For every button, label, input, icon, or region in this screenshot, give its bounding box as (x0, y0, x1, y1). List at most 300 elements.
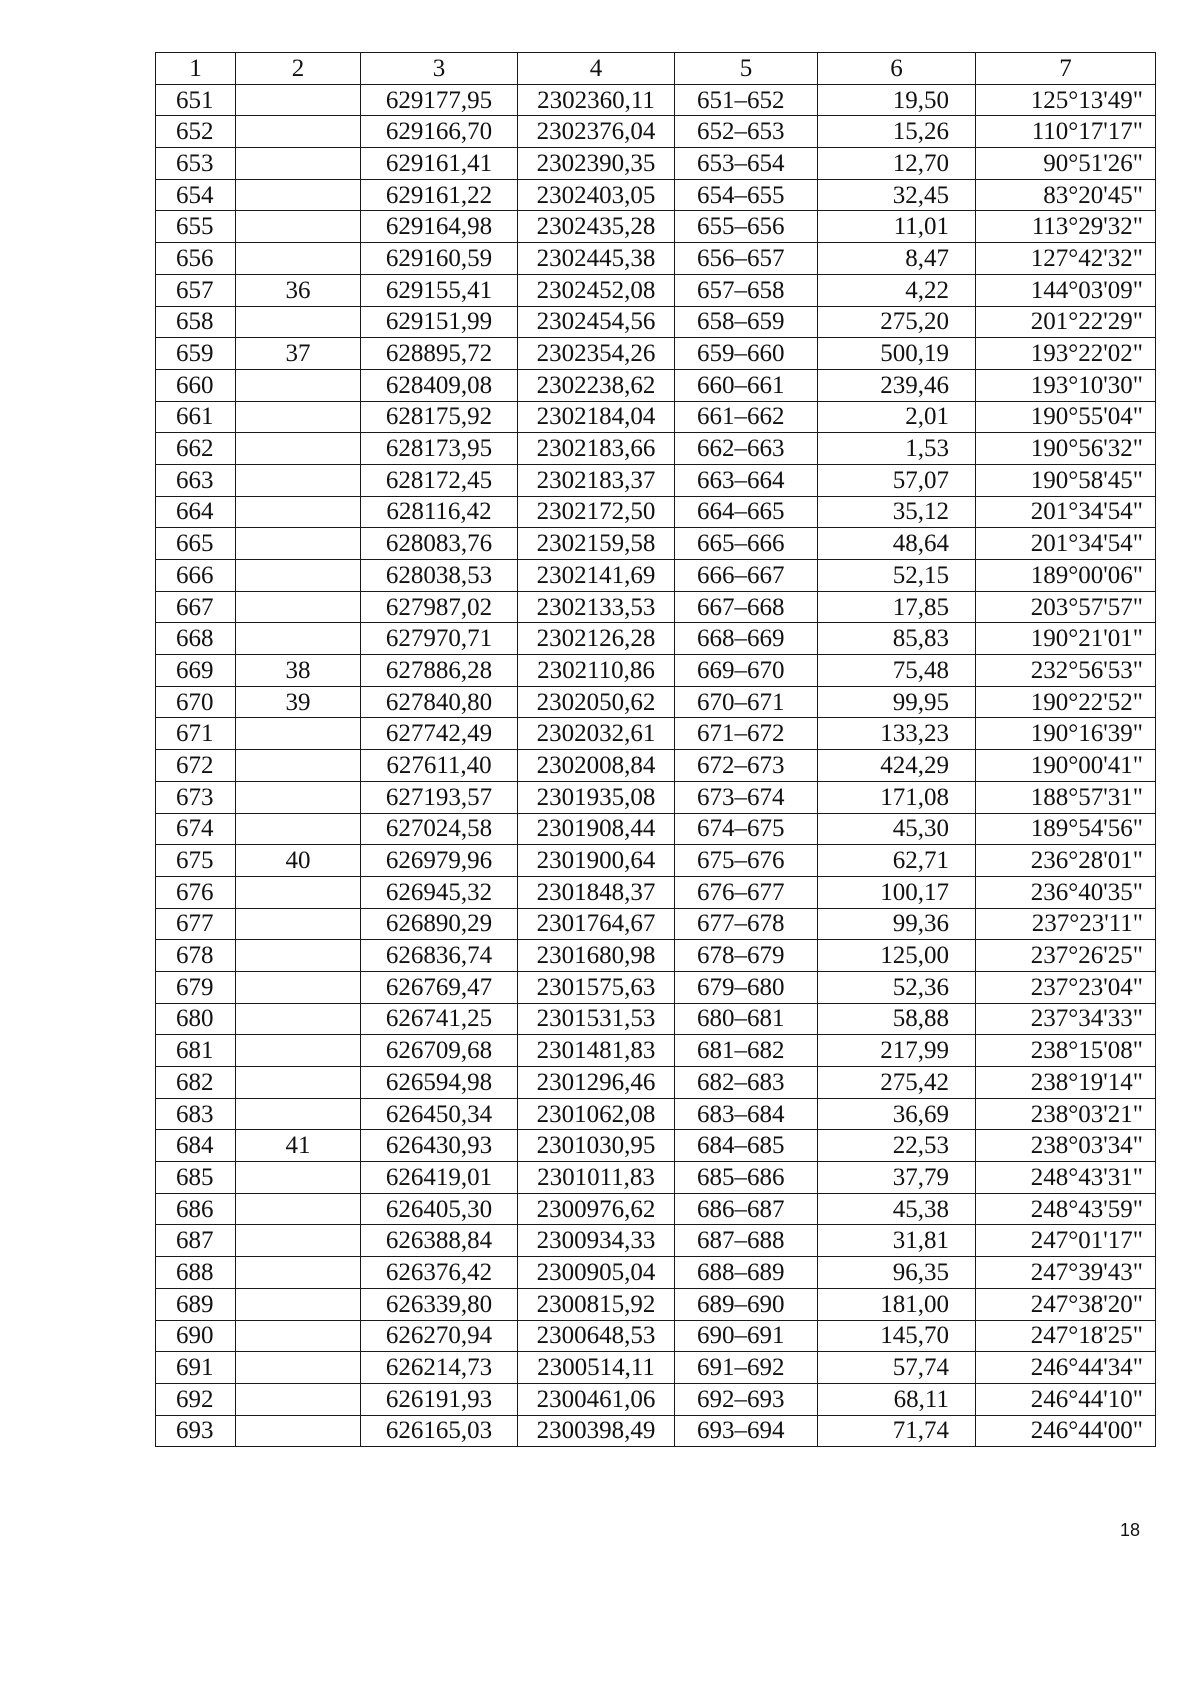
cell-col-7-angle: 188°57'31" (976, 781, 1156, 813)
cell-col-6-length: 181,00 (818, 1288, 976, 1320)
cell-col-4-y: 2301062,08 (518, 1098, 675, 1130)
cell-col-4-y: 2302159,58 (518, 528, 675, 560)
cell-col-1-point: 684 (156, 1130, 236, 1162)
cell-col-1-point: 674 (156, 813, 236, 845)
page-number: 18 (1119, 1520, 1140, 1540)
cell-col-6-length: 1,53 (818, 433, 976, 465)
cell-col-7-angle: 237°23'04" (976, 971, 1156, 1003)
cell-col-6-length: 48,64 (818, 528, 976, 560)
cell-col-7-angle: 190°56'32" (976, 433, 1156, 465)
cell-col-5-segment: 657–658 (675, 274, 818, 306)
cell-col-4-y: 2300976,62 (518, 1193, 675, 1225)
cell-col-2-marker (236, 1098, 361, 1130)
header-col-4-y: 4 (518, 53, 675, 85)
cell-col-7-angle: 238°03'34" (976, 1130, 1156, 1162)
cell-col-7-angle: 189°00'06" (976, 560, 1156, 592)
cell-col-4-y: 2300461,06 (518, 1383, 675, 1415)
table-row (156, 369, 1156, 401)
cell-col-2-marker: 36 (236, 274, 361, 306)
cell-col-6-length: 37,79 (818, 1162, 976, 1194)
cell-col-4-y: 2302452,08 (518, 274, 675, 306)
table-row (156, 1352, 1156, 1384)
table-row (156, 750, 1156, 782)
header-col-7-angle: 7 (976, 53, 1156, 85)
table-row (156, 274, 1156, 306)
cell-col-4-y: 2302454,56 (518, 306, 675, 338)
cell-col-7-angle: 90°51'26" (976, 148, 1156, 180)
cell-col-5-segment: 674–675 (675, 813, 818, 845)
cell-col-6-length: 32,45 (818, 179, 976, 211)
cell-col-7-angle: 238°03'21" (976, 1098, 1156, 1130)
cell-col-5-segment: 676–677 (675, 876, 818, 908)
cell-col-3-x: 628083,76 (361, 528, 518, 560)
cell-col-4-y: 2301764,67 (518, 908, 675, 940)
cell-col-1-point: 664 (156, 496, 236, 528)
cell-col-5-segment: 655–656 (675, 211, 818, 243)
cell-col-6-length: 133,23 (818, 718, 976, 750)
cell-col-7-angle: 83°20'45" (976, 179, 1156, 211)
cell-col-7-angle: 125°13'49" (976, 84, 1156, 116)
cell-col-6-length: 68,11 (818, 1383, 976, 1415)
cell-col-2-marker (236, 84, 361, 116)
cell-col-3-x: 626388,84 (361, 1225, 518, 1257)
cell-col-5-segment: 668–669 (675, 623, 818, 655)
cell-col-2-marker (236, 940, 361, 972)
cell-col-6-length: 17,85 (818, 591, 976, 623)
cell-col-2-marker (236, 1288, 361, 1320)
cell-col-6-length: 22,53 (818, 1130, 976, 1162)
table-row (156, 813, 1156, 845)
cell-col-3-x: 626430,93 (361, 1130, 518, 1162)
cell-col-7-angle: 193°22'02" (976, 338, 1156, 370)
cell-col-7-angle: 190°00'41" (976, 750, 1156, 782)
cell-col-2-marker (236, 623, 361, 655)
cell-col-1-point: 656 (156, 243, 236, 275)
cell-col-1-point: 653 (156, 148, 236, 180)
cell-col-1-point: 669 (156, 655, 236, 687)
cell-col-3-x: 626769,47 (361, 971, 518, 1003)
table-row (156, 1257, 1156, 1289)
cell-col-7-angle: 236°40'35" (976, 876, 1156, 908)
table-row (156, 908, 1156, 940)
cell-col-6-length: 275,42 (818, 1067, 976, 1099)
cell-col-1-point: 658 (156, 306, 236, 338)
table-row (156, 1003, 1156, 1035)
cell-col-4-y: 2302435,28 (518, 211, 675, 243)
cell-col-1-point: 678 (156, 940, 236, 972)
table-row (156, 845, 1156, 877)
cell-col-6-length: 57,74 (818, 1352, 976, 1384)
cell-col-5-segment: 688–689 (675, 1257, 818, 1289)
cell-col-6-length: 52,36 (818, 971, 976, 1003)
table-row (156, 84, 1156, 116)
cell-col-5-segment: 658–659 (675, 306, 818, 338)
table-header-row (156, 53, 1156, 85)
cell-col-5-segment: 692–693 (675, 1383, 818, 1415)
cell-col-5-segment: 678–679 (675, 940, 818, 972)
cell-col-2-marker (236, 369, 361, 401)
cell-col-3-x: 629177,95 (361, 84, 518, 116)
cell-col-1-point: 659 (156, 338, 236, 370)
cell-col-7-angle: 201°34'54" (976, 528, 1156, 560)
cell-col-5-segment: 660–661 (675, 369, 818, 401)
table-row (156, 1098, 1156, 1130)
cell-col-3-x: 627024,58 (361, 813, 518, 845)
cell-col-7-angle: 237°26'25" (976, 940, 1156, 972)
cell-col-2-marker: 41 (236, 1130, 361, 1162)
cell-col-2-marker (236, 211, 361, 243)
cell-col-2-marker (236, 560, 361, 592)
cell-col-6-length: 239,46 (818, 369, 976, 401)
cell-col-7-angle: 190°16'39" (976, 718, 1156, 750)
cell-col-7-angle: 201°34'54" (976, 496, 1156, 528)
cell-col-6-length: 31,81 (818, 1225, 976, 1257)
cell-col-6-length: 45,38 (818, 1193, 976, 1225)
cell-col-4-y: 2300398,49 (518, 1415, 675, 1447)
cell-col-6-length: 85,83 (818, 623, 976, 655)
cell-col-2-marker (236, 1035, 361, 1067)
cell-col-3-x: 629164,98 (361, 211, 518, 243)
cell-col-6-length: 35,12 (818, 496, 976, 528)
cell-col-2-marker (236, 1067, 361, 1099)
cell-col-2-marker: 38 (236, 655, 361, 687)
cell-col-7-angle: 248°43'31" (976, 1162, 1156, 1194)
cell-col-5-segment: 677–678 (675, 908, 818, 940)
cell-col-4-y: 2302008,84 (518, 750, 675, 782)
cell-col-2-marker (236, 1225, 361, 1257)
cell-col-6-length: 424,29 (818, 750, 976, 782)
cell-col-3-x: 626376,42 (361, 1257, 518, 1289)
cell-col-6-length: 36,69 (818, 1098, 976, 1130)
table-row (156, 433, 1156, 465)
cell-col-6-length: 217,99 (818, 1035, 976, 1067)
cell-col-1-point: 682 (156, 1067, 236, 1099)
cell-col-2-marker (236, 433, 361, 465)
cell-col-7-angle: 238°19'14" (976, 1067, 1156, 1099)
table-row (156, 211, 1156, 243)
cell-col-5-segment: 653–654 (675, 148, 818, 180)
cell-col-3-x: 628895,72 (361, 338, 518, 370)
cell-col-5-segment: 684–685 (675, 1130, 818, 1162)
table-row (156, 560, 1156, 592)
cell-col-3-x: 628173,95 (361, 433, 518, 465)
table-row (156, 306, 1156, 338)
cell-col-6-length: 52,15 (818, 560, 976, 592)
cell-col-2-marker (236, 750, 361, 782)
table-row (156, 1225, 1156, 1257)
cell-col-3-x: 626450,34 (361, 1098, 518, 1130)
table-row (156, 148, 1156, 180)
header-col-5-segment: 5 (675, 53, 818, 85)
cell-col-1-point: 683 (156, 1098, 236, 1130)
cell-col-3-x: 629166,70 (361, 116, 518, 148)
cell-col-7-angle: 248°43'59" (976, 1193, 1156, 1225)
cell-col-7-angle: 127°42'32" (976, 243, 1156, 275)
cell-col-3-x: 626709,68 (361, 1035, 518, 1067)
cell-col-4-y: 2302050,62 (518, 686, 675, 718)
cell-col-3-x: 626339,80 (361, 1288, 518, 1320)
table-row (156, 464, 1156, 496)
cell-col-7-angle: 247°18'25" (976, 1320, 1156, 1352)
cell-col-5-segment: 665–666 (675, 528, 818, 560)
cell-col-2-marker (236, 464, 361, 496)
cell-col-4-y: 2302110,86 (518, 655, 675, 687)
cell-col-3-x: 626945,32 (361, 876, 518, 908)
cell-col-4-y: 2300514,11 (518, 1352, 675, 1384)
cell-col-6-length: 99,36 (818, 908, 976, 940)
cell-col-6-length: 275,20 (818, 306, 976, 338)
cell-col-6-length: 145,70 (818, 1320, 976, 1352)
cell-col-3-x: 626594,98 (361, 1067, 518, 1099)
cell-col-5-segment: 652–653 (675, 116, 818, 148)
table-row (156, 1035, 1156, 1067)
cell-col-1-point: 671 (156, 718, 236, 750)
cell-col-4-y: 2302133,53 (518, 591, 675, 623)
cell-col-2-marker (236, 401, 361, 433)
cell-col-3-x: 626270,94 (361, 1320, 518, 1352)
cell-col-1-point: 691 (156, 1352, 236, 1384)
cell-col-5-segment: 659–660 (675, 338, 818, 370)
cell-col-2-marker: 37 (236, 338, 361, 370)
cell-col-5-segment: 661–662 (675, 401, 818, 433)
cell-col-4-y: 2301011,83 (518, 1162, 675, 1194)
cell-col-3-x: 628116,42 (361, 496, 518, 528)
cell-col-7-angle: 144°03'09" (976, 274, 1156, 306)
cell-col-2-marker: 40 (236, 845, 361, 877)
cell-col-5-segment: 691–692 (675, 1352, 818, 1384)
cell-col-4-y: 2301030,95 (518, 1130, 675, 1162)
cell-col-1-point: 688 (156, 1257, 236, 1289)
cell-col-1-point: 666 (156, 560, 236, 592)
coordinates-table (155, 52, 1156, 1447)
cell-col-4-y: 2300815,92 (518, 1288, 675, 1320)
cell-col-5-segment: 673–674 (675, 781, 818, 813)
cell-col-5-segment: 680–681 (675, 1003, 818, 1035)
cell-col-2-marker (236, 908, 361, 940)
cell-col-5-segment: 672–673 (675, 750, 818, 782)
cell-col-2-marker (236, 1193, 361, 1225)
cell-col-4-y: 2301680,98 (518, 940, 675, 972)
cell-col-4-y: 2300905,04 (518, 1257, 675, 1289)
cell-col-1-point: 660 (156, 369, 236, 401)
cell-col-4-y: 2301296,46 (518, 1067, 675, 1099)
cell-col-4-y: 2300934,33 (518, 1225, 675, 1257)
cell-col-2-marker (236, 591, 361, 623)
cell-col-6-length: 4,22 (818, 274, 976, 306)
table-row (156, 116, 1156, 148)
cell-col-3-x: 626191,93 (361, 1383, 518, 1415)
cell-col-1-point: 675 (156, 845, 236, 877)
cell-col-6-length: 12,70 (818, 148, 976, 180)
cell-col-3-x: 629160,59 (361, 243, 518, 275)
cell-col-1-point: 654 (156, 179, 236, 211)
cell-col-3-x: 626405,30 (361, 1193, 518, 1225)
cell-col-3-x: 629161,41 (361, 148, 518, 180)
cell-col-6-length: 71,74 (818, 1415, 976, 1447)
cell-col-2-marker (236, 1383, 361, 1415)
cell-col-3-x: 627987,02 (361, 591, 518, 623)
cell-col-6-length: 62,71 (818, 845, 976, 877)
cell-col-1-point: 686 (156, 1193, 236, 1225)
cell-col-6-length: 8,47 (818, 243, 976, 275)
cell-col-2-marker (236, 528, 361, 560)
header-col-1-point: 1 (156, 53, 236, 85)
cell-col-1-point: 657 (156, 274, 236, 306)
table-row (156, 1415, 1156, 1447)
cell-col-2-marker (236, 876, 361, 908)
cell-col-2-marker (236, 243, 361, 275)
cell-col-4-y: 2301575,63 (518, 971, 675, 1003)
cell-col-2-marker (236, 971, 361, 1003)
cell-col-5-segment: 689–690 (675, 1288, 818, 1320)
cell-col-4-y: 2302184,04 (518, 401, 675, 433)
cell-col-1-point: 667 (156, 591, 236, 623)
cell-col-3-x: 628409,08 (361, 369, 518, 401)
cell-col-7-angle: 246°44'34" (976, 1352, 1156, 1384)
cell-col-3-x: 629155,41 (361, 274, 518, 306)
cell-col-7-angle: 237°23'11" (976, 908, 1156, 940)
cell-col-4-y: 2302354,26 (518, 338, 675, 370)
cell-col-1-point: 673 (156, 781, 236, 813)
table-row (156, 623, 1156, 655)
cell-col-5-segment: 654–655 (675, 179, 818, 211)
cell-col-6-length: 2,01 (818, 401, 976, 433)
cell-col-2-marker (236, 1257, 361, 1289)
cell-col-1-point: 661 (156, 401, 236, 433)
cell-col-4-y: 2302032,61 (518, 718, 675, 750)
cell-col-3-x: 627840,80 (361, 686, 518, 718)
table-row (156, 718, 1156, 750)
cell-col-1-point: 687 (156, 1225, 236, 1257)
cell-col-3-x: 628172,45 (361, 464, 518, 496)
cell-col-5-segment: 663–664 (675, 464, 818, 496)
header-col-6-length: 6 (818, 53, 976, 85)
cell-col-4-y: 2301935,08 (518, 781, 675, 813)
cell-col-1-point: 651 (156, 84, 236, 116)
cell-col-4-y: 2301900,64 (518, 845, 675, 877)
table-row (156, 781, 1156, 813)
cell-col-1-point: 689 (156, 1288, 236, 1320)
cell-col-7-angle: 190°22'52" (976, 686, 1156, 718)
cell-col-4-y: 2301848,37 (518, 876, 675, 908)
cell-col-4-y: 2302183,37 (518, 464, 675, 496)
cell-col-7-angle: 190°55'04" (976, 401, 1156, 433)
cell-col-2-marker (236, 179, 361, 211)
cell-col-7-angle: 190°21'01" (976, 623, 1156, 655)
cell-col-3-x: 627742,49 (361, 718, 518, 750)
cell-col-3-x: 628038,53 (361, 560, 518, 592)
cell-col-4-y: 2302172,50 (518, 496, 675, 528)
cell-col-3-x: 626836,74 (361, 940, 518, 972)
cell-col-7-angle: 201°22'29" (976, 306, 1156, 338)
cell-col-5-segment: 681–682 (675, 1035, 818, 1067)
cell-col-2-marker (236, 1003, 361, 1035)
cell-col-1-point: 665 (156, 528, 236, 560)
cell-col-5-segment: 662–663 (675, 433, 818, 465)
cell-col-1-point: 690 (156, 1320, 236, 1352)
cell-col-4-y: 2302183,66 (518, 433, 675, 465)
table-row (156, 591, 1156, 623)
cell-col-7-angle: 113°29'32" (976, 211, 1156, 243)
cell-col-1-point: 680 (156, 1003, 236, 1035)
cell-col-1-point: 676 (156, 876, 236, 908)
header-col-3-x: 3 (361, 53, 518, 85)
cell-col-7-angle: 190°58'45" (976, 464, 1156, 496)
cell-col-4-y: 2301481,83 (518, 1035, 675, 1067)
cell-col-5-segment: 693–694 (675, 1415, 818, 1447)
cell-col-2-marker (236, 1352, 361, 1384)
cell-col-5-segment: 664–665 (675, 496, 818, 528)
cell-col-5-segment: 679–680 (675, 971, 818, 1003)
cell-col-2-marker (236, 306, 361, 338)
cell-col-4-y: 2301908,44 (518, 813, 675, 845)
cell-col-5-segment: 685–686 (675, 1162, 818, 1194)
cell-col-5-segment: 651–652 (675, 84, 818, 116)
cell-col-7-angle: 237°34'33" (976, 1003, 1156, 1035)
table-row (156, 940, 1156, 972)
cell-col-6-length: 171,08 (818, 781, 976, 813)
cell-col-7-angle: 203°57'57" (976, 591, 1156, 623)
cell-col-7-angle: 193°10'30" (976, 369, 1156, 401)
cell-col-3-x: 626419,01 (361, 1162, 518, 1194)
cell-col-1-point: 692 (156, 1383, 236, 1415)
cell-col-1-point: 681 (156, 1035, 236, 1067)
cell-col-3-x: 627970,71 (361, 623, 518, 655)
cell-col-4-y: 2302390,35 (518, 148, 675, 180)
cell-col-5-segment: 690–691 (675, 1320, 818, 1352)
cell-col-5-segment: 687–688 (675, 1225, 818, 1257)
table-row (156, 1130, 1156, 1162)
cell-col-1-point: 677 (156, 908, 236, 940)
cell-col-1-point: 652 (156, 116, 236, 148)
table-row (156, 528, 1156, 560)
cell-col-1-point: 663 (156, 464, 236, 496)
cell-col-5-segment: 675–676 (675, 845, 818, 877)
cell-col-3-x: 626890,29 (361, 908, 518, 940)
cell-col-3-x: 629161,22 (361, 179, 518, 211)
cell-col-5-segment: 656–657 (675, 243, 818, 275)
header-col-2-marker: 2 (236, 53, 361, 85)
cell-col-7-angle: 247°39'43" (976, 1257, 1156, 1289)
cell-col-6-length: 15,26 (818, 116, 976, 148)
cell-col-6-length: 99,95 (818, 686, 976, 718)
cell-col-5-segment: 669–670 (675, 655, 818, 687)
cell-col-6-length: 57,07 (818, 464, 976, 496)
table-row (156, 1067, 1156, 1099)
table-row (156, 1193, 1156, 1225)
cell-col-3-x: 626214,73 (361, 1352, 518, 1384)
cell-col-1-point: 670 (156, 686, 236, 718)
cell-col-1-point: 655 (156, 211, 236, 243)
table-row (156, 876, 1156, 908)
cell-col-5-segment: 666–667 (675, 560, 818, 592)
table-row (156, 1288, 1156, 1320)
cell-col-4-y: 2300648,53 (518, 1320, 675, 1352)
cell-col-4-y: 2302403,05 (518, 179, 675, 211)
cell-col-7-angle: 238°15'08" (976, 1035, 1156, 1067)
cell-col-2-marker (236, 1320, 361, 1352)
cell-col-5-segment: 671–672 (675, 718, 818, 750)
table-row (156, 655, 1156, 687)
cell-col-7-angle: 247°38'20" (976, 1288, 1156, 1320)
cell-col-6-length: 19,50 (818, 84, 976, 116)
table-row (156, 338, 1156, 370)
table-row (156, 686, 1156, 718)
cell-col-1-point: 693 (156, 1415, 236, 1447)
cell-col-7-angle: 247°01'17" (976, 1225, 1156, 1257)
cell-col-6-length: 75,48 (818, 655, 976, 687)
table-body (156, 53, 1156, 1447)
